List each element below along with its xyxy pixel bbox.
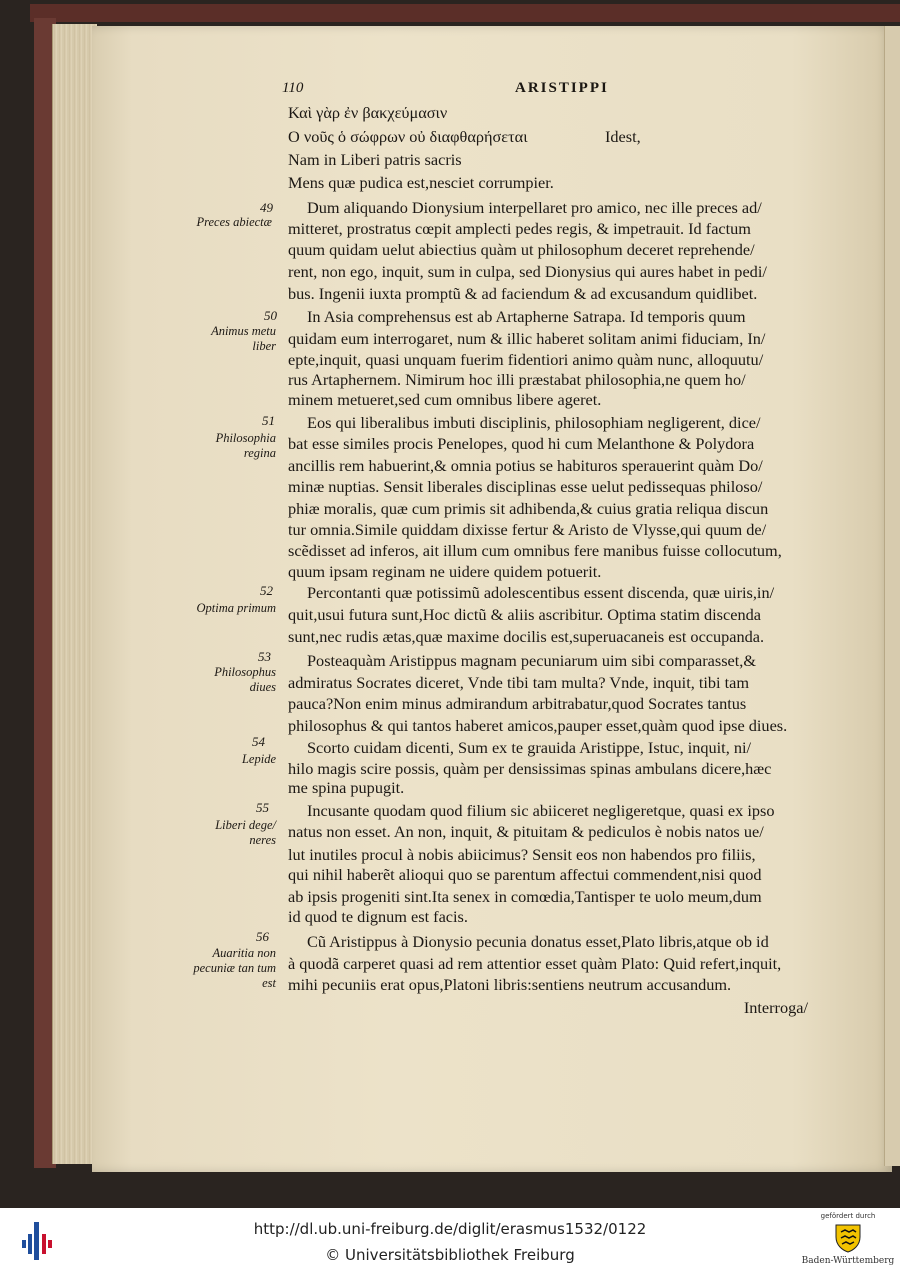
- text-line: quit,usui futura sunt,Hoc dictũ & aliis ascribitur. Optima statim discenda: [288, 605, 761, 624]
- text-line: hilo magis scire possis, quàm per densissimas spinas ambulans dicere,hæc: [288, 759, 772, 778]
- text-line: quidam eum interrogaret, num & illic haberet solitam animi fiduciam, In/: [288, 329, 766, 348]
- text-line: Posteaquàm Aristippus magnam pecuniarum uim sibi comparasset,&: [307, 651, 757, 670]
- text-line: ancillis rem habuerint,& omnia potius se habituros sperauerint quàm Do/: [288, 456, 763, 475]
- section-number: 52: [260, 583, 273, 598]
- text-line: bus. Ingenii iuxta promptũ & ad faciendum & ad excusandum quidlibet.: [288, 284, 758, 303]
- text-line: me spina pupugit.: [288, 778, 405, 797]
- text-line: ab ipsis progeniti sint.Ita senex in comœdia,Tantisper te uolo meum,dum: [288, 887, 762, 906]
- section-number: 51: [262, 413, 275, 428]
- text-line: pauca?Non enim minus admirandum arbitrabatur,quod Socrates tantus: [288, 694, 747, 713]
- margin-note: Preces abiectæ: [196, 215, 272, 229]
- copyright-notice: © Universitätsbibliothek Freiburg: [325, 1246, 575, 1264]
- margin-note: Philosophus diues: [214, 665, 276, 694]
- text-line: quum ipsam reginam ne uidere quidem potuerit.: [288, 562, 602, 581]
- text-line: mihi pecuniis erat opus,Platoni libris:sentiens neutrum accusandum.: [288, 975, 732, 994]
- text-line: philosophus & qui tantos haberet amicos,pauper esset,quàm quod ipse diues.: [288, 716, 788, 735]
- text-line: qui nihil haberẽt alioqui quo se parentum affectui commendent,nisi quod: [288, 865, 762, 884]
- text-line: Dum aliquando Dionysium interpellaret pro amico, nec ille preces ad/: [307, 198, 762, 217]
- text-line: Idest,: [605, 127, 641, 146]
- footer-bar: [0, 1208, 900, 1271]
- text-line: Scorto cuidam dicenti, Sum ex te grauida Aristippe, Istuc, inquit, ni/: [307, 738, 752, 757]
- text-line: rent, non ego, inquit, sum in culpa, sed Dionysius qui aures habet in pedi/: [288, 262, 767, 281]
- text-line: Percontanti quæ potissimũ adolescentibus essent discenda, quæ uiris,in/: [307, 583, 775, 602]
- text-line: quum quidam uelut abiectius quàm ut philosophum deceret reprehende/: [288, 240, 755, 259]
- section-number: 50: [264, 308, 277, 323]
- section-number: 53: [258, 649, 271, 664]
- text-line: Nam in Liberi patris sacris: [288, 150, 462, 169]
- text-line: sunt,nec rudis ætas,quæ maxime docilis est,superuacaneis est occupanda.: [288, 627, 765, 646]
- margin-note: Liberi dege/ neres: [215, 818, 276, 847]
- coat-of-arms-icon: [834, 1223, 862, 1253]
- text-line: rus Artaphernem. Nimirum hoc illi præstabat philosophia,ne quem ho/: [288, 370, 746, 389]
- running-title: ARISTIPPI: [515, 80, 609, 96]
- text-line: phiæ moralis, quæ cum primis sit adhibenda,& cuius gratia reliqua discun: [288, 499, 769, 518]
- margin-note: Auaritia non pecuniæ tan tum est: [193, 946, 276, 990]
- text-line: Eos qui liberalibus imbuti disciplinis, philosophiam negligerent, dice/: [307, 413, 761, 432]
- text-line: Incusante quodam quod filium sic abiiceret negligeretque, quasi ex ipso: [307, 801, 775, 820]
- text-line: Ο νοῦς ὁ σώφρων οὐ διαφθαρήσεται: [288, 127, 528, 146]
- margin-note: Animus metu liber: [211, 324, 276, 353]
- section-number: 55: [256, 800, 269, 815]
- margin-note: Optima primum: [196, 601, 276, 615]
- margin-note: Philosophia regina: [215, 431, 276, 460]
- text-line: minem metueret,sed cum omnibus libere ageret.: [288, 390, 602, 409]
- text-line: Mens quæ pudica est,nesciet corrumpier.: [288, 173, 554, 192]
- text-line: Καὶ γὰρ ἐν βακχεύμασιν: [288, 103, 448, 122]
- catchword: Interroga/: [743, 998, 808, 1017]
- text-line: Cũ Aristippus à Dionysio pecunia donatus esset,Plato libris,atque ob id: [307, 932, 769, 951]
- text-line: mitteret, prostratus cœpit amplecti pedes regis, & impetrauit. Id factum: [288, 219, 751, 238]
- section-number: 54: [252, 734, 265, 749]
- margin-note: Lepide: [241, 752, 276, 766]
- text-line: bat esse similes procis Penelopes, quod hi cum Melanthone & Polydora: [288, 434, 755, 453]
- text-line: lut inutiles procul à nobis abiicimus? Sensit eos non habendos pro filiis,: [288, 845, 756, 864]
- funded-by-label: gefördert durch: [820, 1212, 876, 1220]
- text-line: In Asia comprehensus est ab Artapherne Satrapa. Id temporis quum: [307, 307, 746, 326]
- text-line: natus non esset. An non, inquit, & pituitam & pediculos è nobis natos ue/: [288, 822, 764, 841]
- text-line: scẽdisset ad inferos, ait illum cum omnibus fere manibus fuisse collocutum,: [288, 541, 782, 560]
- section-number: 56: [256, 929, 269, 944]
- text-line: id quod te dignum est facis.: [288, 907, 468, 926]
- section-number: 49: [260, 200, 273, 215]
- text-line: à quodã carperet quasi ad rem attentior esset quàm Plato: Quid refert,inquit,: [288, 954, 782, 973]
- text-line: admiratus Socrates diceret, Vnde tibi tam multa? Vnde, inquit, tibi tam: [288, 673, 750, 692]
- state-label: Baden-Württemberg: [801, 1256, 895, 1266]
- page-number: 110: [282, 80, 304, 96]
- document-url[interactable]: http://dl.ub.uni-freiburg.de/diglit/erasmus1532/0122: [253, 1220, 647, 1238]
- text-line: tur omnia.Simile quiddam dixisse fertur & Aristo de Vlysse,qui quum de/: [288, 520, 767, 539]
- text-line: minæ nuptias. Sensit liberales disciplinas esse uelut pedissequas philoso/: [288, 477, 763, 496]
- text-line: epte,inquit, quasi unquam fuerim fidentiori animo quàm nunc, alloquutu/: [288, 350, 764, 369]
